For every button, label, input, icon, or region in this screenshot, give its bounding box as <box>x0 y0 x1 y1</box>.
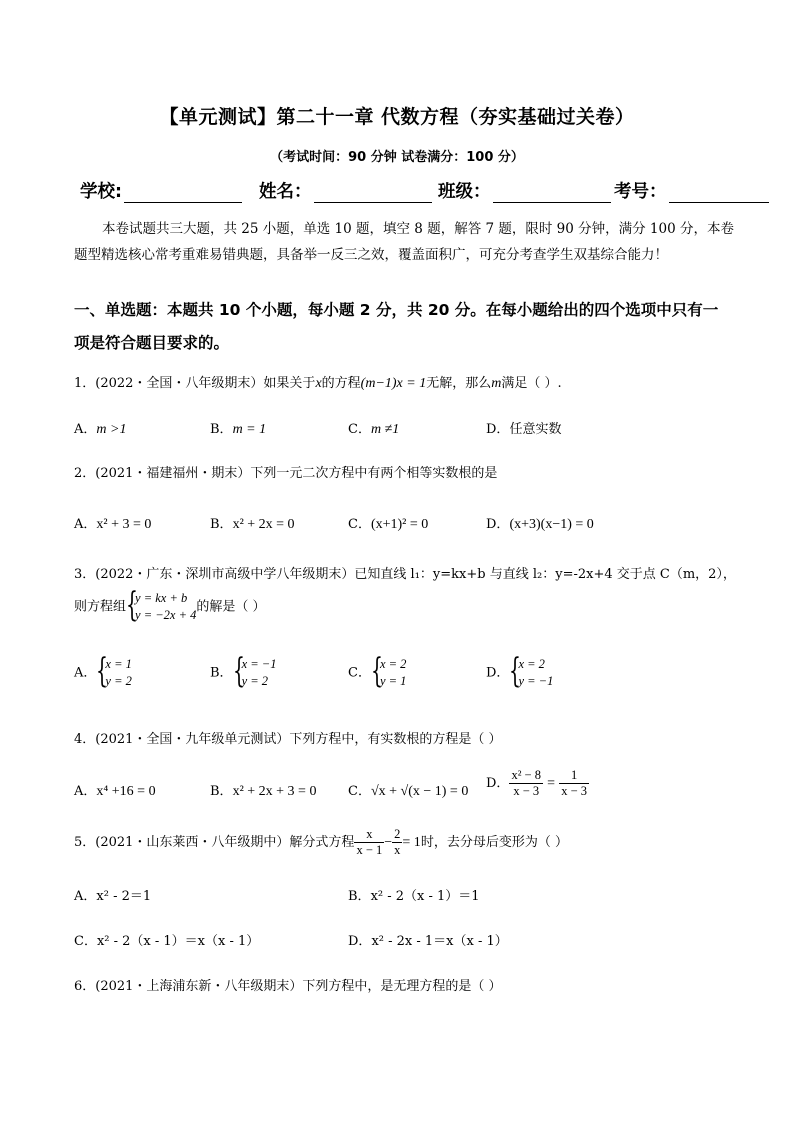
denominator: x − 3 <box>561 784 587 798</box>
page-title: 【单元测试】第二十一章 代数方程（夯实基础过关卷） <box>159 106 635 128</box>
q5-option-d[interactable] <box>348 930 508 949</box>
class-label: 班级： <box>438 182 491 202</box>
option-label: B． <box>210 784 233 799</box>
q4-option-a[interactable] <box>74 780 156 800</box>
option-label: A． <box>74 784 97 799</box>
option-label: D． <box>486 422 510 437</box>
denominator: x − 3 <box>513 784 540 798</box>
q1-option-a[interactable] <box>74 418 126 438</box>
denominator: x − 1 <box>356 843 383 857</box>
q3-option-a[interactable] <box>74 651 132 691</box>
option-label: B． <box>210 665 233 681</box>
intro-paragraph: 本卷试题共三大题，共 25 小题，单选 10 题，填空 8 题，解答 7 题，限时 90 分钟，满分 100 分，本卷题型精选核心常考重难易错典题，具备举一反三之效，覆盖面积广，可充分考查学生双基综合能力！ <box>74 221 734 263</box>
fraction <box>392 827 402 858</box>
q5-option-a[interactable] <box>74 885 151 904</box>
option-label: B． <box>210 517 233 532</box>
option-text: x² + 2x + 3 = 0 <box>232 784 317 799</box>
option-text: 任意实数 <box>509 422 562 437</box>
q3-line2-suffix: 的解是（ ） <box>196 599 266 615</box>
option-label: A． <box>74 422 97 437</box>
q4-option-c[interactable] <box>348 780 468 800</box>
option-system: { x = 2 y = −1 <box>509 651 554 691</box>
school-blank[interactable] <box>124 183 242 203</box>
system-row: x = 1 <box>105 657 132 671</box>
system-row: y = 2 <box>241 674 269 688</box>
q1-mid2: 无解，那么 <box>426 376 492 391</box>
school-field <box>80 178 242 203</box>
question-1 <box>74 372 562 392</box>
option-label: C． <box>348 517 371 532</box>
name-blank[interactable] <box>314 183 432 203</box>
q1-option-b[interactable] <box>210 418 266 438</box>
numerator: 1 <box>559 768 589 784</box>
section-heading: 一、单选题：本题共 10 个小题，每小题 2 分，共 20 分。在每小题给出的四个选项中只有一项是符合题目要求的。 <box>74 301 719 352</box>
option-text: x² - 2（x - 1）＝1 <box>370 889 480 904</box>
exam-number-field <box>614 178 769 203</box>
option-system: { x = 2 y = 1 <box>370 651 407 691</box>
option-label: D． <box>486 517 510 532</box>
system-row: x = 2 <box>518 657 545 671</box>
exam-subtitle: （考试时间：90 分钟 试卷满分：100 分） <box>270 150 524 165</box>
exam-number-blank[interactable] <box>669 183 769 203</box>
q1-equation: (m−1)x = 1 <box>360 376 427 391</box>
option-text: (x+1)² = 0 <box>370 517 429 532</box>
class-blank[interactable] <box>493 183 611 203</box>
q2-option-b[interactable] <box>210 513 295 533</box>
q3-option-d[interactable] <box>486 651 554 691</box>
q3-line2-prefix: 则方程组 <box>74 599 127 615</box>
option-text: x² - 2＝1 <box>96 889 152 904</box>
option-text: m >1 <box>96 422 127 437</box>
system-row: y = 1 <box>379 674 407 688</box>
option-label: C． <box>74 934 97 949</box>
equals-one: = 1 <box>402 835 421 850</box>
option-label: D． <box>348 934 372 949</box>
option-text: x² - 2x - 1＝x（x - 1） <box>371 934 508 949</box>
question-6: 6．(2021・上海浦东新・八年级期末）下列方程中，是无理方程的是（ ） <box>74 979 502 994</box>
fraction <box>354 827 384 858</box>
q4-option-d[interactable] <box>486 768 589 799</box>
q3-option-b[interactable] <box>210 651 277 691</box>
q3-option-c[interactable] <box>348 651 407 691</box>
equals-sign: = <box>547 776 556 791</box>
question-3: 3．(2022・广东・深圳市高级中学八年级期末）已知直线 l₁：y=kx+b 与直线 l₂：y=-2x+4 交于点 C（m，2）， <box>74 567 736 582</box>
question-3-line2 <box>74 585 266 625</box>
q3-equation-system: { y = kx + b y = −2x + 4 <box>126 585 197 625</box>
option-label: A． <box>74 517 97 532</box>
class-field <box>438 178 611 203</box>
name-label: 姓名： <box>259 182 312 202</box>
q4-option-b[interactable] <box>210 780 316 800</box>
option-system: { x = 1 y = 2 <box>96 651 132 691</box>
name-field <box>259 178 432 203</box>
system-row: y = 2 <box>105 674 132 688</box>
school-label: 学校: <box>80 182 122 202</box>
denominator: x <box>394 843 401 857</box>
numerator: 2 <box>394 827 401 841</box>
exam-number-label: 考号： <box>614 182 667 202</box>
system-row: x = 2 <box>379 657 407 671</box>
q1-var-x: x <box>315 376 322 391</box>
option-text: x² + 3 = 0 <box>96 517 152 532</box>
option-label: A． <box>74 665 97 681</box>
q1-option-d[interactable] <box>486 418 561 437</box>
option-text: m = 1 <box>232 422 267 437</box>
minus-sign: − <box>384 835 393 850</box>
option-text: x² + 2x = 0 <box>232 517 295 532</box>
q5-suffix: 时，去分母后变形为（ ） <box>420 835 568 850</box>
option-label: C． <box>348 665 371 681</box>
option-text: (x+3)(x−1) = 0 <box>509 517 594 532</box>
q2-option-d[interactable] <box>486 513 594 533</box>
fraction <box>509 768 543 799</box>
system-row: x = −1 <box>241 657 277 671</box>
numerator: x² − 8 <box>511 768 541 782</box>
q5-prefix: 5．(2021・山东莱西・八年级期中）解分式方程 <box>74 835 355 850</box>
q1-prefix: 1．(2022・全国・八年级期末）如果关于 <box>74 376 316 391</box>
option-text: m ≠1 <box>370 422 400 437</box>
q3-system-row1: y = kx + b <box>135 591 188 605</box>
q1-mid: 的方程 <box>321 376 361 391</box>
q1-var-m: m <box>491 376 502 391</box>
q5-option-c[interactable] <box>74 930 259 949</box>
q3-system-row2: y = −2x + 4 <box>135 608 197 622</box>
option-text: x² - 2（x - 1）＝x（x - 1） <box>96 934 260 949</box>
q5-option-b[interactable] <box>348 885 480 904</box>
option-label: D． <box>486 665 510 681</box>
system-row: y = −1 <box>518 674 554 688</box>
option-system: { x = −1 y = 2 <box>232 651 277 691</box>
option-label: B． <box>348 889 371 904</box>
question-4: 4．(2021・全国・九年级单元测试）下列方程中，有实数根的方程是（ ） <box>74 732 502 747</box>
option-text: √x + √(x − 1) = 0 <box>370 784 469 799</box>
q2-option-c[interactable] <box>348 513 428 533</box>
question-5 <box>74 827 568 858</box>
option-label: A． <box>74 889 97 904</box>
fraction <box>559 768 589 799</box>
option-text: x⁴ +16 = 0 <box>96 784 156 799</box>
option-label: C． <box>348 784 371 799</box>
option-label: D． <box>486 776 510 791</box>
question-2: 2．(2021・福建福州・期末）下列一元二次方程中有两个相等实数根的是 <box>74 466 498 481</box>
numerator: x <box>354 827 384 843</box>
q1-option-c[interactable] <box>348 418 399 438</box>
option-label: C． <box>348 422 371 437</box>
option-label: B． <box>210 422 233 437</box>
q1-suffix: 满足（ ）. <box>501 376 562 391</box>
q2-option-a[interactable] <box>74 513 151 533</box>
